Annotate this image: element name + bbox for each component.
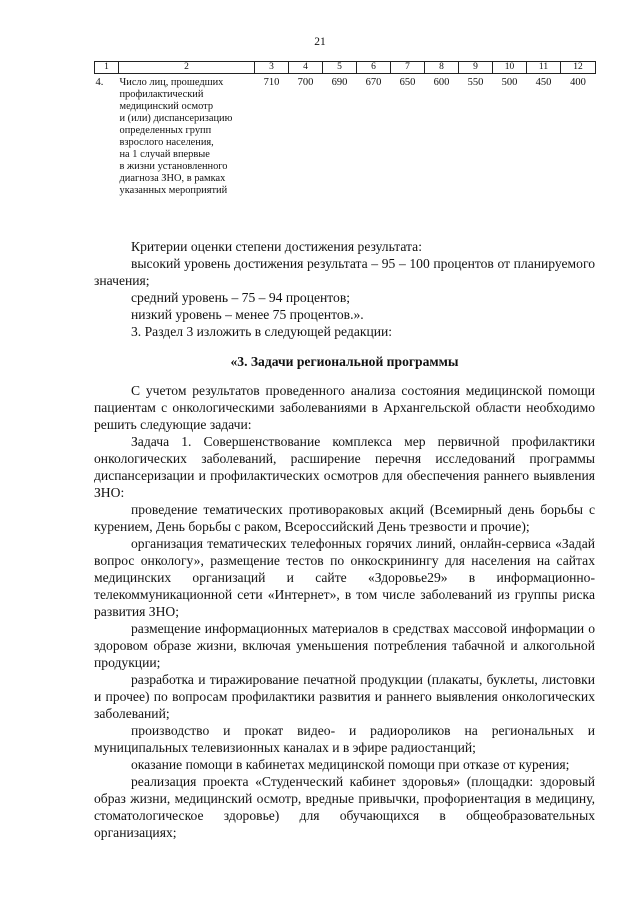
- table-header-cell: 10: [493, 62, 527, 74]
- value-cell: 550: [467, 77, 484, 88]
- section-title: «3. Задачи региональной программы: [230, 354, 459, 369]
- criteria-medium: средний уровень – 75 – 94 процентов;: [131, 290, 351, 305]
- table-header-cell: 2: [119, 62, 255, 74]
- indicator-name-line: указанных мероприятий: [119, 185, 228, 196]
- value-cell: 670: [365, 77, 382, 88]
- indicator-name-line: в жизни установленного: [119, 161, 228, 172]
- table-header-cell: 11: [527, 62, 561, 74]
- table-header-cell: 8: [425, 62, 459, 74]
- page-number: 21: [314, 36, 326, 48]
- criteria-low: низкий уровень – менее 75 процентов.».: [131, 307, 364, 322]
- amendment-paragraph: 3. Раздел 3 изложить в следующей редакции:: [131, 324, 393, 339]
- value-cell: 450: [535, 77, 552, 88]
- value-cell: 710: [263, 77, 280, 88]
- table-header-cell: 5: [323, 62, 357, 74]
- value-cell: 600: [433, 77, 450, 88]
- list-item: размещение информационных материалов в средствах массовой информации о здоровом образе жизни, включая уменьшения потребления табачной и алкогольной продукции;: [94, 621, 595, 670]
- table-header-cell: 6: [357, 62, 391, 74]
- value-cell: 700: [297, 77, 314, 88]
- indicator-name-line: определенных групп: [119, 125, 212, 136]
- value-cell: 690: [331, 77, 348, 88]
- indicator-name-line: медицинский осмотр: [119, 101, 214, 112]
- value-cell: 500: [501, 77, 518, 88]
- list-item: организация тематических телефонных горячих линий, онлайн-сервиса «Задай вопрос онкологу», размещение тестов по онкоскринингу для населения на сайтах медицинских организаций и сайте «Здоровье29» в информационно-телекоммуникационной сети «Интернет», в том числе заболеваний из группы риска развития ЗНО;: [94, 536, 595, 619]
- list-item: реализация проекта «Студенческий кабинет здоровья» (площадки: здоровый образ жизни, медицинский осмотр, вредные привычки, профориентация в медицину, стоматологическое здоровье) для обучающихся в общеобразовательных организациях;: [94, 774, 595, 840]
- indicator-name-line: на 1 случай впервые: [119, 149, 210, 160]
- list-item: оказание помощи в кабинетах медицинской помощи при отказе от курения;: [131, 757, 570, 772]
- table-row: [95, 74, 596, 198]
- document-body: [94, 238, 595, 841]
- value-cell: 650: [399, 77, 416, 88]
- list-item: проведение тематических противораковых акций (Всемирный день борьбы с курением, День борьбы с раком, Всероссийский День трезвости и прочие);: [94, 502, 595, 534]
- table-header-row: [95, 62, 596, 74]
- indicator-name-line: диагноза ЗНО, в рамках: [119, 173, 226, 184]
- table-header-cell: 12: [561, 62, 596, 74]
- indicator-name-line: Число лиц, прошедших: [119, 77, 224, 88]
- criteria-heading: Критерии оценки степени достижения результата:: [131, 239, 422, 254]
- value-cell: 400: [570, 77, 586, 88]
- table-header-cell: 1: [95, 62, 119, 74]
- indicator-table: [94, 61, 596, 197]
- indicator-name-line: и (или) диспансеризацию: [119, 113, 233, 124]
- row-number: 4.: [95, 77, 104, 88]
- criteria-high: высокий уровень достижения результата – 95 – 100 процентов от планируемого значения;: [94, 256, 595, 288]
- table-header-cell: 7: [391, 62, 425, 74]
- table-header-cell: 9: [459, 62, 493, 74]
- indicator-name-line: профилактический: [119, 89, 204, 100]
- indicator-name: [119, 74, 255, 198]
- table-header-cell: 4: [289, 62, 323, 74]
- table-header-cell: 3: [255, 62, 289, 74]
- task-paragraph: Задача 1. Совершенствование комплекса мер первичной профилактики онкологических заболеваний, расширение перечня исследований программы диспансеризации и профилактических осмотров для обеспечения раннего выявления ЗНО:: [94, 434, 595, 500]
- indicator-name-line: взрослого населения,: [119, 137, 214, 148]
- intro-paragraph: С учетом результатов проведенного анализа состояния медицинской помощи пациентам с онкологическими заболеваниями в Архангельской области необходимо решить следующие задачи:: [94, 383, 595, 432]
- list-item: разработка и тиражирование печатной продукции (плакаты, буклеты, листовки и прочее) по вопросам профилактики развития и раннего выявления онкологических заболеваний;: [94, 672, 595, 721]
- list-item: производство и прокат видео- и радиороликов на региональных и муниципальных телевизионных каналах и в эфире радиостанций;: [94, 723, 595, 755]
